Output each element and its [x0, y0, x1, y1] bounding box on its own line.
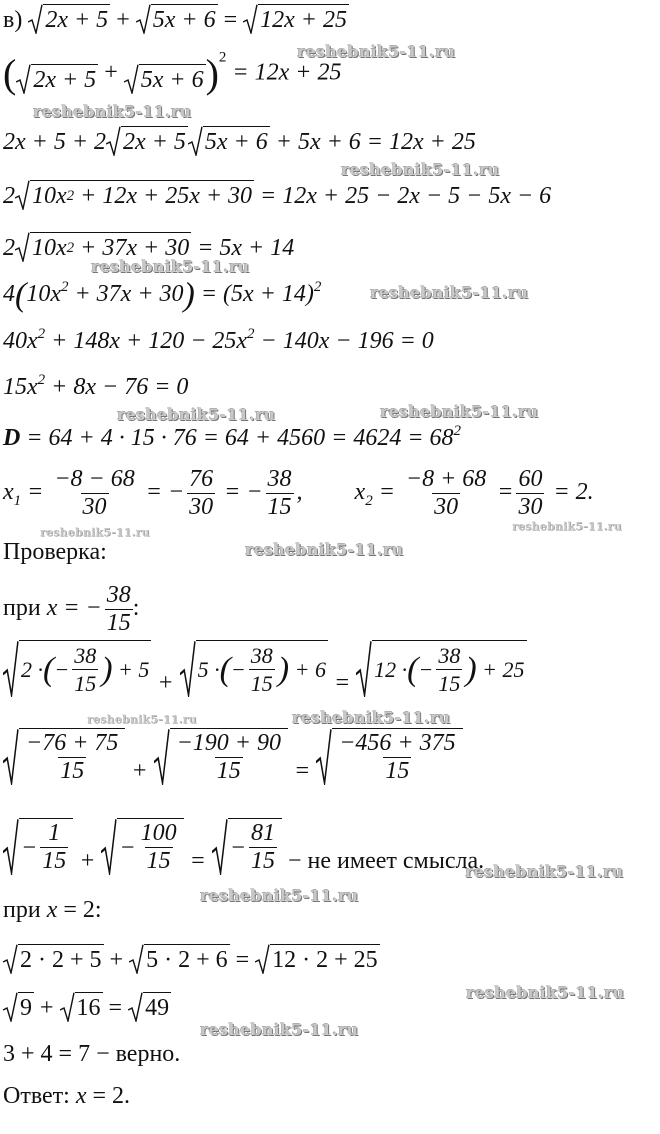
- discriminant-line: $D = 64 + 4 \cdot 15 \cdot 76 = 64 + 4560 = 4624 = 68^2$: [3, 423, 462, 451]
- watermark: reshebnik5-11.ru: [292, 708, 451, 727]
- watermark: reshebnik5-11.ru: [297, 42, 456, 61]
- check-case-2-substitution: 2 · 2 + 5 + 5 · 2 + 6 = 12 · 2 + 25: [3, 944, 380, 974]
- fraction: $\frac{60}{30}$: [518, 466, 543, 520]
- problem-label: в): [3, 7, 23, 33]
- fraction: $\frac{76}{30}$: [189, 466, 214, 520]
- watermark: reshebnik5-11.ru: [33, 102, 192, 121]
- radical: 5x + 6: [188, 126, 270, 156]
- fraction: $\frac{-8 + 68}{30}$: [405, 466, 487, 520]
- equation-line-5: 2 10x 2 + 37x + 30 = 5x + 14: [3, 232, 294, 262]
- radical: 2 · 2 + 5: [3, 944, 104, 974]
- radical: 2x + 5: [16, 64, 98, 94]
- equation-line-1: в) 2x + 5 + 5x + 6 = 12x + 25: [3, 4, 349, 34]
- radical: 12 · 2 + 25: [255, 944, 380, 974]
- roots-line: $x_1$ = $\frac{-8 - 68}{30}$ = − $\frac{76}{30}$ = − $\frac{38}{15}$ , $x_2$ = $\frac{-8 + 68}{30}$ = $\frac{60}{30}$ = 2.: [3, 466, 594, 520]
- equation-line-6: $4(10x^2 + 37x + 30) = (5x + 14)^2$: [3, 276, 322, 314]
- check-case-2-result: 3 + 4 = 7 − верно.: [3, 1041, 181, 1067]
- radical: $\frac{-456 + 375}{15}$: [316, 728, 462, 785]
- radical: 9: [3, 992, 34, 1022]
- equation-line-3: 2x + 5 + 2 2x + 5 5x + 6 + 5x + 6 = 12x + 25: [3, 126, 476, 156]
- check-case-2-simplified: 9 + 16 = 49: [3, 992, 171, 1022]
- radical: $\frac{-76 + 75}{15}$: [3, 728, 125, 785]
- equation-line-8: $15x^2 + 8x - 76 = 0$: [3, 372, 189, 400]
- watermark: reshebnik5-11.ru: [200, 1020, 359, 1039]
- check-case-1-heading: при x = − $\frac{38}{15}$ :: [3, 582, 140, 636]
- watermark: reshebnik5-11.ru: [40, 526, 150, 539]
- fraction: $\frac{-8 - 68}{30}$: [54, 466, 135, 520]
- radical: 2x + 5: [28, 4, 110, 34]
- equation-line-7: $40x^2 + 148x + 120 - 25x^2 - 140x - 196 = 0$: [3, 326, 434, 354]
- radical: 16: [60, 992, 103, 1022]
- watermark: reshebnik5-11.ru: [87, 713, 197, 726]
- watermark: reshebnik5-11.ru: [370, 283, 529, 302]
- check-substitution-line: 2 · ( − $\frac{38}{15}$ ) + 5 + 5 · ( − $\frac{38}{15}$ ) + 6 = 12 · ( − $\frac{38}{15}$ ) + 25: [3, 640, 527, 697]
- watermark: reshebnik5-11.ru: [341, 160, 500, 179]
- watermark: reshebnik5-11.ru: [117, 405, 276, 424]
- radical: 12x + 25: [243, 4, 349, 34]
- watermark: reshebnik5-11.ru: [466, 983, 625, 1002]
- radical: 10x 2 + 12x + 25x + 30: [15, 180, 254, 210]
- radical: 10x 2 + 37x + 30: [15, 232, 191, 262]
- watermark: reshebnik5-11.ru: [380, 402, 539, 421]
- radical: 2 · ( − $\frac{38}{15}$ ) + 5: [3, 640, 151, 697]
- watermark: reshebnik5-11.ru: [91, 257, 250, 276]
- check-simplified-line: $\frac{-76 + 75}{15}$ + $\frac{-190 + 90}{15}$ = $\frac{-456 + 375}{15}$: [3, 728, 463, 785]
- answer-line: Ответ: x = 2.: [3, 1083, 131, 1109]
- radical: 12 · ( − $\frac{38}{15}$ ) + 25: [356, 640, 526, 697]
- radical: 49: [128, 992, 171, 1022]
- watermark: reshebnik5-11.ru: [465, 862, 624, 881]
- radical: − $\frac{81}{15}$: [212, 818, 282, 875]
- check-case-2-heading: при x = 2:: [3, 897, 102, 923]
- equation-line-4: 2 10x 2 + 12x + 25x + 30 = 12x + 25 − 2x − 5 − 5x − 6: [3, 180, 551, 210]
- equation-line-2: ( 2x + 5 + 5x + 6 )$^2$ = 12x + 25: [3, 49, 342, 96]
- radical: − $\frac{100}{15}$: [101, 818, 183, 875]
- watermark: reshebnik5-11.ru: [512, 520, 622, 533]
- check-conclusion-line: − $\frac{1}{15}$ + − $\frac{100}{15}$ = − $\frac{81}{15}$ − не имеет смысла.: [3, 818, 484, 875]
- radical: 2x + 5: [106, 126, 188, 156]
- radical: 5 · 2 + 6: [129, 944, 230, 974]
- radical: 5x + 6: [124, 64, 206, 94]
- watermark: reshebnik5-11.ru: [245, 540, 404, 559]
- fraction: $\frac{38}{15}$: [267, 466, 292, 520]
- fraction: $\frac{38}{15}$: [106, 582, 131, 636]
- radical: 5 · ( − $\frac{38}{15}$ ) + 6: [180, 640, 328, 697]
- check-heading: Проверка:: [3, 539, 107, 565]
- watermark: reshebnik5-11.ru: [200, 886, 359, 905]
- radical: − $\frac{1}{15}$: [3, 818, 73, 875]
- radical: $\frac{-190 + 90}{15}$: [154, 728, 288, 785]
- radical: 5x + 6: [136, 4, 218, 34]
